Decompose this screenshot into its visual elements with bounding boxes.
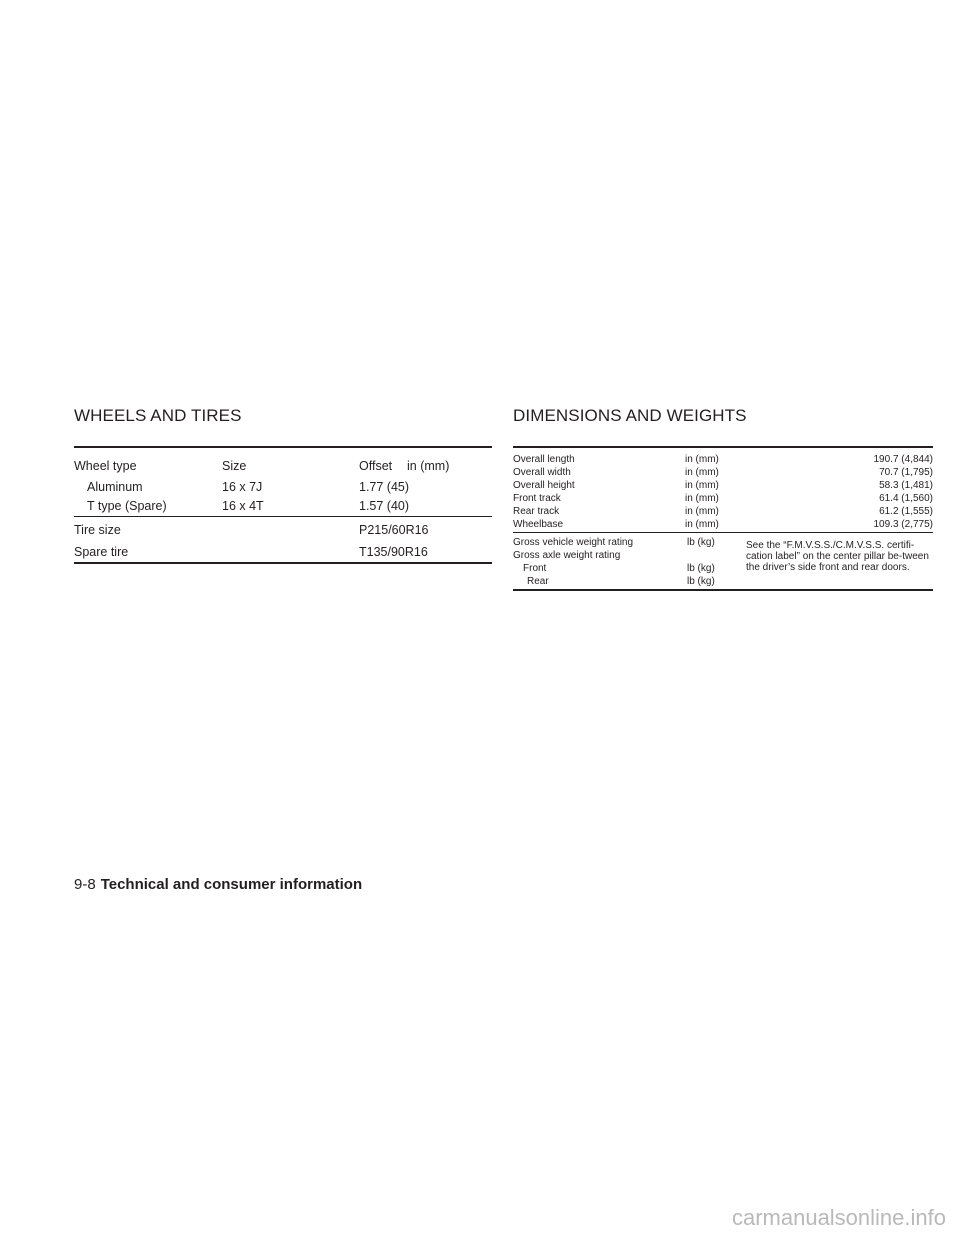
wheels-tires-title: WHEELS AND TIRES [74,406,242,425]
gvwr-unit: lb (kg) [687,537,715,548]
dim-label: Front track [513,493,561,504]
dimensions-title: DIMENSIONS AND WEIGHTS [513,406,747,425]
header-wheel-type: Wheel type [74,459,137,473]
spare-tire-label: Spare tire [74,545,129,559]
dim-label: Rear track [513,506,560,517]
row-offset: 1.57 (40) [359,499,410,513]
dimensions-bottom-rule [513,589,933,591]
dim-unit: in (mm) [685,519,719,530]
dim-label: Wheelbase [513,519,564,530]
wheels-bottom-rule [74,562,492,564]
tire-size-label: Tire size [74,523,121,537]
dim-value: 58.3 (1,481) [879,480,933,491]
watermark: carmanualsonline.info [731,1205,946,1230]
rear-label: Rear [527,576,549,587]
row-type: Aluminum [87,480,143,494]
dim-unit: in (mm) [685,454,719,465]
dim-value: 190.7 (4,844) [873,454,933,465]
dim-unit: in (mm) [685,493,719,504]
dim-unit: in (mm) [685,467,719,478]
dimensions-top-rule [513,446,933,448]
row-offset: 1.77 (45) [359,480,410,494]
chapter-title: Technical and consumer information [100,876,363,893]
front-unit: lb (kg) [687,563,715,574]
rear-unit: lb (kg) [687,576,715,587]
row-size: 16 x 7J [222,480,263,494]
header-unit: in (mm) [407,459,450,473]
dim-label: Overall length [513,454,575,465]
certification-label-note: See the “F.M.V.S.S./C.M.V.S.S. certifi-cation label” on the center pillar be-tween the driver’s side front and rear doors. [746,540,929,573]
row-type: T type (Spare) [87,499,167,513]
dimensions-mid-rule [513,532,933,533]
header-offset: Offset [359,459,393,473]
tire-size-value: P215/60R16 [359,523,429,537]
spare-tire-value: T135/90R16 [359,545,428,559]
dim-label: Overall height [513,480,575,491]
dim-value: 70.7 (1,795) [879,467,933,478]
wheels-tires-top-rule [74,446,492,448]
page-number: 9-8 [74,876,96,893]
gawr-label: Gross axle weight rating [513,550,621,561]
dim-label: Overall width [513,467,571,478]
dim-value: 61.4 (1,560) [879,493,933,504]
dim-value: 109.3 (2,775) [873,519,933,530]
gvwr-label: Gross vehicle weight rating [513,537,634,548]
header-size: Size [222,459,247,473]
wheels-mid-rule [74,516,492,517]
front-label: Front [523,563,547,574]
dim-value: 61.2 (1,555) [879,506,933,517]
page-footer [74,876,362,893]
dim-unit: in (mm) [685,480,719,491]
row-size: 16 x 4T [222,499,264,513]
dim-unit: in (mm) [685,506,719,517]
